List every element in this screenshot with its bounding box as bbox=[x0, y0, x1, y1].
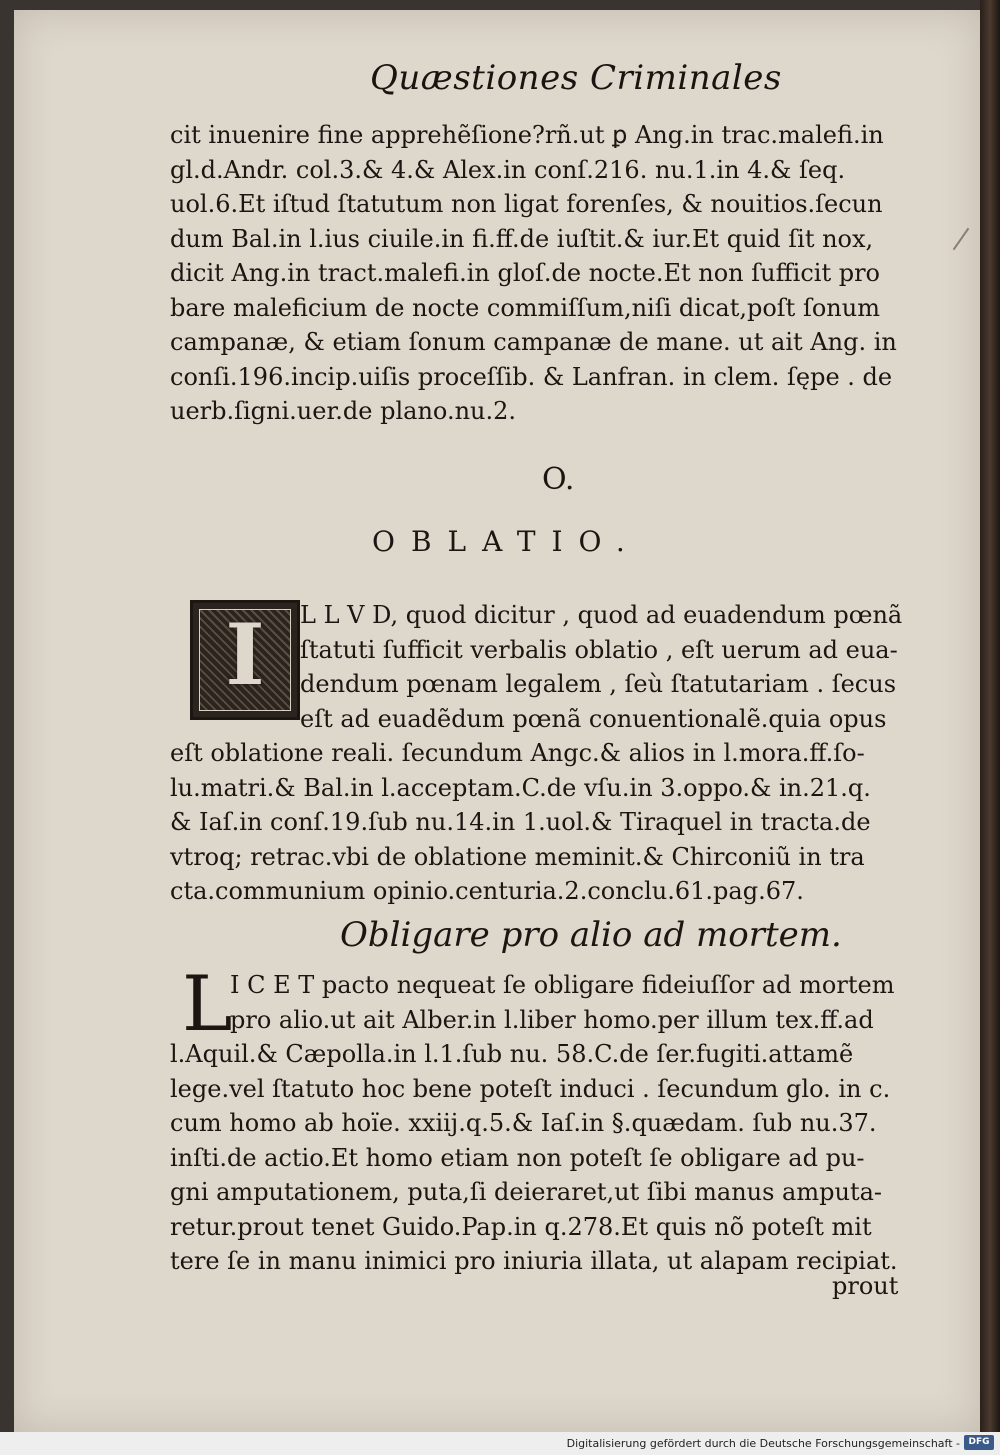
paragraph-continued bbox=[170, 118, 960, 429]
text-line: gni amputationem, puta,ſi deieraret,ut ſibi manus amputa- bbox=[170, 1178, 883, 1206]
text-line: vtroq; retrac.vbi de oblatione meminit.& Chirconiũ in tra bbox=[170, 842, 865, 871]
text-line: conſi.196.incip.uiſis proceſſib. & Lanfran. in clem. ſępe . de bbox=[170, 362, 893, 391]
text-line: L L V D, quod dicitur , quod ad euadendum pœnã bbox=[300, 601, 903, 629]
dfg-logo-icon: DFG bbox=[964, 1435, 994, 1450]
text-line: eſt oblatione reali. ſecundum Angc.& alios in l.mora.ff.ſo- bbox=[170, 739, 865, 767]
text-line: dendum pœnam legalem , ſeù ſtatutariam . ſecus bbox=[300, 670, 897, 698]
running-head: Quæstiones Criminales bbox=[370, 58, 782, 98]
text-line: I C E T pacto nequeat ſe obligare fideiuſſor ad mortem bbox=[230, 971, 895, 999]
initial-letter: I bbox=[225, 605, 265, 704]
text-line: cit inuenire fine apprehẽſione?rñ.ut ꝑ Ang.in trac.malefi.in bbox=[170, 121, 884, 149]
text-line: & Iaſ.in conſ.19.ſub nu.14.in 1.uol.& Tiraquel in tracta.de bbox=[170, 808, 871, 836]
paragraph-obligare bbox=[170, 959, 960, 1279]
text-line: dicit Ang.in tract.malefi.in gloſ.de nocte.Et non ſufficit pro bbox=[170, 259, 881, 287]
text-line: dum Bal.in l.ius ciuile.in fi.ff.de iuſtit.& iur.Et quid ſit nox, bbox=[170, 224, 874, 253]
text-line: uol.6.Et iſtud ſtatutum non ligat forenſes, & nouitios.ſecun bbox=[170, 190, 883, 218]
text-line: uerb.ſigni.uer.de plano.nu.2. bbox=[170, 397, 517, 425]
text-line: pro alio.ut ait Alber.in l.liber homo.per illum tex.ff.ad bbox=[230, 1005, 874, 1034]
section-title: OBLATIO. bbox=[372, 525, 641, 558]
text-line: retur.prout tenet Guido.Pap.in q.278.Et quis nõ poteſt mit bbox=[170, 1212, 872, 1241]
text-line: inſti.de actio.Et homo etiam non poteſt ſe obligare ad pu- bbox=[170, 1143, 865, 1172]
book-spine bbox=[980, 0, 1000, 1432]
text-line: bare maleficium de nocte commiſſum,niſi dicat,poſt ſonum bbox=[170, 293, 880, 322]
text-line: eſt ad euadẽdum pœnã conuentionalẽ.quia opus bbox=[300, 704, 887, 733]
text-line: l.Aquil.& Cæpolla.in l.1.ſub nu. 58.C.de ſer.fugiti.attamẽ bbox=[170, 1040, 854, 1068]
digitization-footer bbox=[0, 1432, 1000, 1455]
text-line: gl.d.Andr. col.3.& 4.& Alex.in conſ.216. nu.1.in 4.& ſeq. bbox=[170, 155, 846, 184]
text-line: lege.vel ſtatuto hoc bene poteſt induci . ſecundum glo. in c. bbox=[170, 1074, 891, 1103]
text-line: tere ſe in manu inimici pro iniuria illata, ut alapam recipiat. bbox=[170, 1247, 898, 1275]
paragraph-oblatio bbox=[170, 598, 960, 909]
section-letter: O. bbox=[542, 462, 575, 497]
text-line: cta.communium opinio.centuria.2.conclu.61.pag.67. bbox=[170, 877, 804, 905]
catchword: prout bbox=[832, 1272, 899, 1300]
text-line: campanæ, & etiam ſonum campanæ de mane. ut ait Ang. in bbox=[170, 328, 897, 356]
text-line: cum homo ab hoïe. xxiij.q.5.& Iaſ.in §.quædam. ſub nu.37. bbox=[170, 1109, 877, 1137]
text-line: ſtatuti ſufficit verbalis oblatio , eſt uerum ad eua- bbox=[300, 635, 898, 664]
entry-heading: Obligare pro alio ad mortem. bbox=[340, 915, 842, 955]
text-line: lu.matri.& Bal.in l.acceptam.C.de vſu.in 3.oppo.& in.21.q. bbox=[170, 773, 871, 802]
initial-letter: L bbox=[182, 959, 233, 1048]
funding-notice: Digitalisierung gefördert durch die Deutsche Forschungsgemeinschaft - bbox=[566, 1437, 960, 1450]
